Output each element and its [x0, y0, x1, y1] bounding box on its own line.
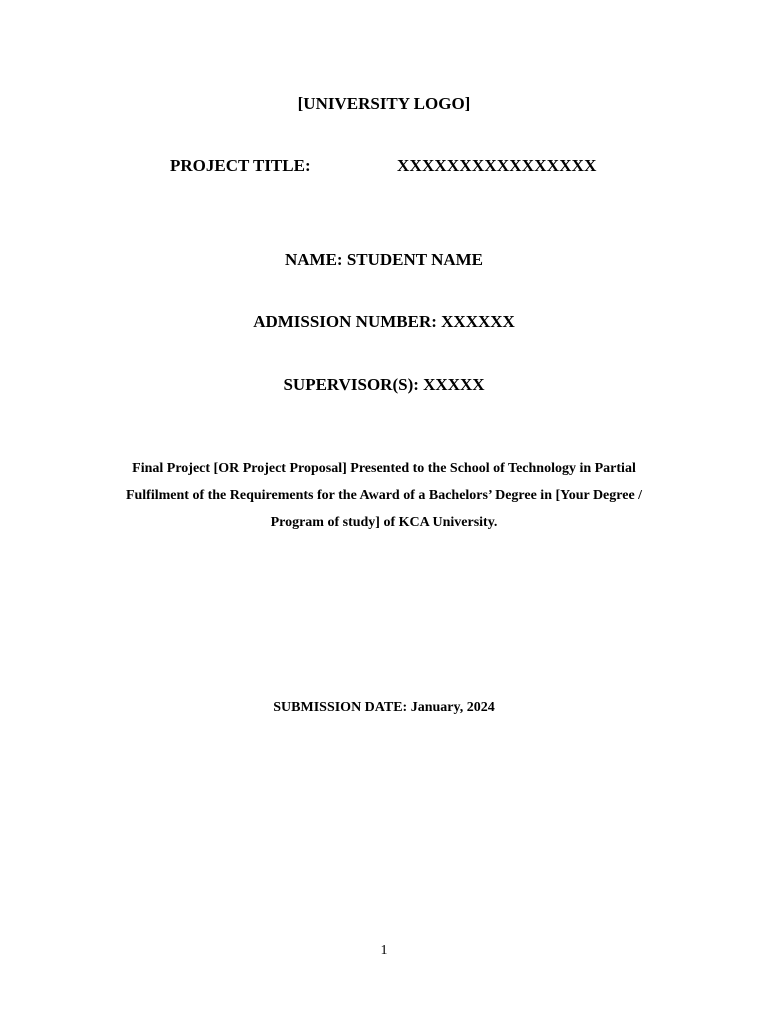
statement-line: Final Project [OR Project Proposal] Presented to the School of Technology in Partial [132, 461, 636, 476]
university-logo-placeholder: [UNIVERSITY LOGO] [297, 94, 471, 113]
project-title-label: PROJECT TITLE: [170, 156, 311, 175]
statement-line: Program of study] of KCA University. [270, 515, 498, 530]
admission-number-line: ADMISSION NUMBER: XXXXXX [253, 312, 515, 331]
page-number: 1 [380, 943, 388, 958]
submission-date-line: SUBMISSION DATE: January, 2024 [273, 700, 495, 715]
project-statement [80, 455, 688, 536]
project-title-value: XXXXXXXXXXXXXXXX [397, 156, 597, 175]
statement-line: Fulfilment of the Requirements for the Award of a Bachelors’ Degree in [Your Degree / [125, 488, 643, 503]
student-name-line: NAME: STUDENT NAME [284, 250, 484, 269]
supervisor-line: SUPERVISOR(S): XXXXX [283, 375, 485, 394]
